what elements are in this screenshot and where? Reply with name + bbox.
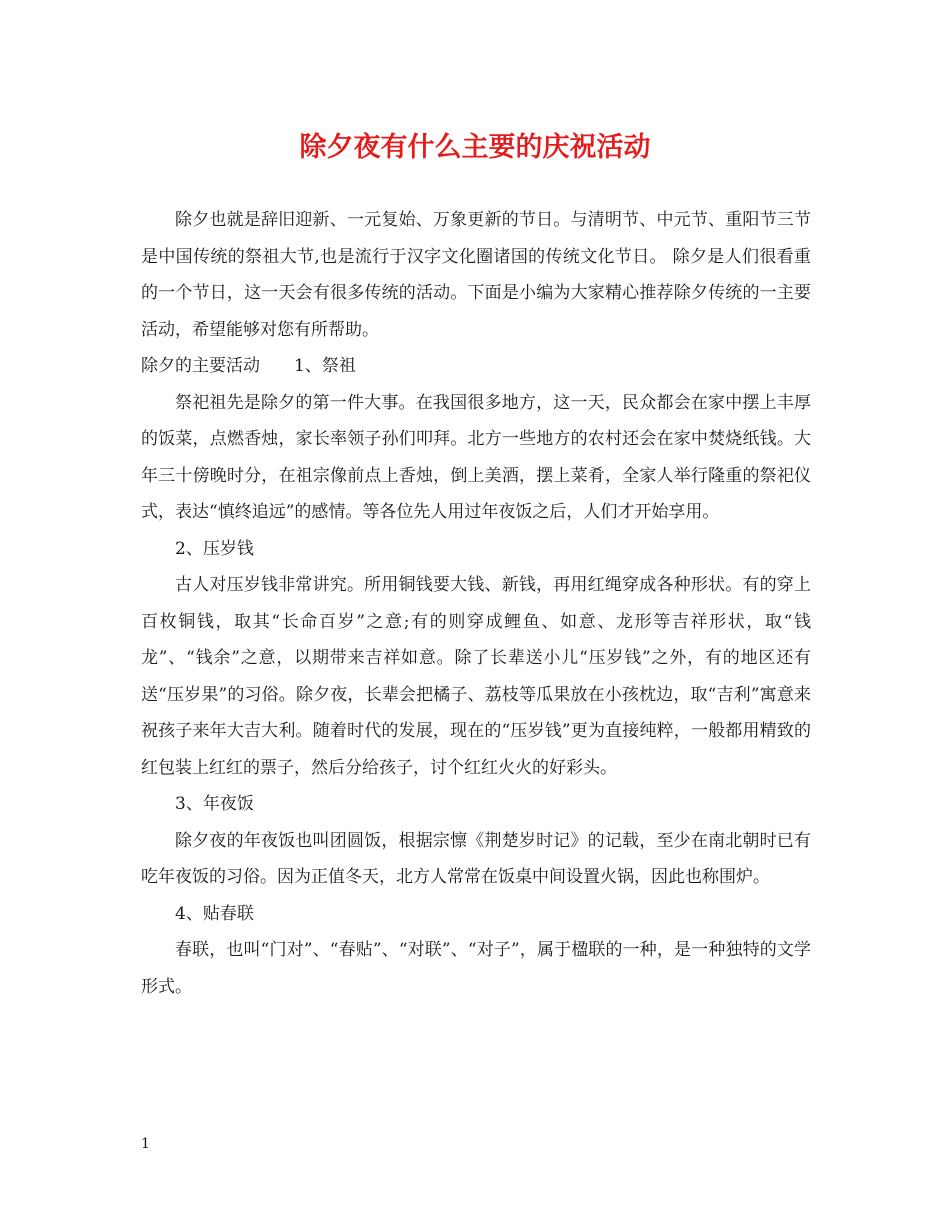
document-body [141, 202, 811, 1005]
paragraph-spring-couplets: 春联，也叫“门对”、“春贴”、“对联”、“对子”，属于楹联的一种，是一种独特的文学形式。 [141, 940, 811, 997]
section-heading-reunion-dinner: 3、年夜饭 [175, 794, 254, 814]
document-title: 除夕夜有什么主要的庆祝活动 [299, 132, 651, 163]
section-heading-main-activities: 除夕的主要活动 1、祭祖 [141, 356, 356, 376]
paragraph-reunion-dinner: 除夕夜的年夜饭也叫团圆饭，根据宗懔《荆楚岁时记》的记载，至少在南北朝时已有吃年夜饭的习俗。因为正值冬天，北方人常常在饭桌中间设置火锅，因此也称围炉。 [141, 830, 811, 887]
page-number: 1 [141, 1136, 150, 1152]
section-heading-lucky-money: 2、压岁钱 [175, 538, 254, 559]
paragraph-lucky-money: 古人对压岁钱非常讲究。所用铜钱要大钱、新钱，再用红绳穿成各种形状。有的穿上百枚铜钱，取其“长命百岁”之意;有的则穿成鲤鱼、如意、龙形等吉祥形状，取“钱龙”、“钱余”之意，以期带来吉祥如意。除了长辈送小儿“压岁钱”之外，有的地区还有送“压岁果”的习俗。除夕夜，长辈会把橘子、荔枝等瓜果放在小孩枕边，取“吉利”寓意来祝孩子来年大吉大利。随着时代的发展，现在的“压岁钱”更为直接纯粹，一般都用精致的红包装上红红的票子，然后分给孩子，讨个红红火火的好彩头。 [141, 575, 811, 778]
paragraph-ancestor-worship: 祭祀祖先是除夕的第一件大事。在我国很多地方，这一天，民众都会在家中摆上丰厚的饭菜，点燃香烛，家长率领子孙们叩拜。北方一些地方的农村还会在家中焚烧纸钱。大年三十傍晚时分，在祖宗像前点上香烛，倒上美酒，摆上菜肴，全家人举行隆重的祭祀仪式，表达“慎终追远”的感情。等各位先人用过年夜饭之后，人们才开始享用。 [141, 392, 811, 522]
section-heading-spring-couplets: 4、贴春联 [175, 903, 254, 924]
intro-paragraph: 除夕也就是辞旧迎新、一元复始、万象更新的节日。与清明节、中元节、重阳节三节是中国传统的祭祖大节,也是流行于汉字文化圈诸国的传统文化节日。 除夕是人们很看重的一个节日，这一天会有很多传统的活动。下面是小编为大家精心推荐除夕传统的一主要活动，希望能够对您有所帮助。 [141, 210, 811, 340]
